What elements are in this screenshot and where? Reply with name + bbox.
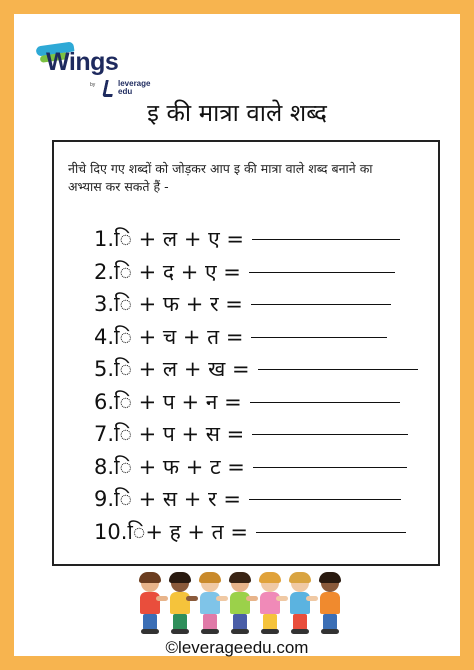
wings-logo (36, 40, 166, 102)
exercise-number: 2. (94, 259, 115, 284)
exercise-number: 4. (94, 324, 115, 349)
exercise-row-5 (94, 352, 418, 385)
exercise-row-6 (94, 385, 418, 418)
exercise-row-4 (94, 320, 418, 353)
exercise-expression: ि + द + ए = (114, 259, 241, 284)
child-figure (168, 574, 192, 636)
exercise-number: 6. (94, 389, 115, 414)
exercise-row-1 (94, 222, 418, 255)
answer-blank[interactable] (256, 531, 406, 533)
answer-blank[interactable] (249, 498, 401, 500)
exercise-expression: ि + स + र = (114, 487, 241, 511)
exercise-number: 3. (94, 292, 115, 316)
children-illustration (138, 574, 358, 636)
exercise-expression: ि + च + त = (114, 324, 244, 349)
child-figure (198, 574, 222, 636)
answer-blank[interactable] (249, 271, 395, 273)
exercise-expression: ि + फ + ट = (114, 454, 245, 479)
exercise-expression: ि + प + स = (114, 422, 245, 446)
answer-blank[interactable] (250, 401, 400, 403)
exercise-box (52, 140, 440, 566)
logo-by: by (90, 82, 96, 88)
answer-blank[interactable] (258, 368, 418, 370)
child-figure (318, 574, 342, 636)
exercise-number: 10. (94, 519, 128, 544)
exercise-number: 8. (94, 454, 115, 479)
child-figure (138, 574, 162, 636)
answer-blank[interactable] (251, 303, 391, 305)
leverage-logo-icon (102, 80, 116, 97)
exercise-row-8 (94, 450, 418, 483)
exercise-expression: ि + ल + ए = (114, 227, 244, 251)
exercise-list (94, 222, 418, 547)
exercise-row-3 (94, 287, 418, 320)
exercise-row-2 (94, 255, 418, 288)
footer-copyright: ©leverageedu.com (165, 638, 309, 657)
logo-subtitle: leverage edu (118, 79, 151, 96)
instructions-text: नीचे दिए गए शब्दों को जोड़कर आप इ की मात्रा वाले शब्द बनाने का अभ्यास कर सकते हैं - (68, 161, 373, 194)
answer-blank[interactable] (251, 336, 387, 338)
page-title: इ की मात्रा वाले शब्द (147, 99, 327, 127)
exercise-number: 5. (94, 357, 115, 381)
child-figure (258, 574, 282, 636)
exercise-expression: ि + फ + र = (114, 292, 243, 316)
child-figure (228, 574, 252, 636)
exercise-expression: ि + ल + ख = (114, 357, 250, 381)
answer-blank[interactable] (252, 238, 400, 240)
logo-wordmark: Wings (46, 48, 119, 76)
exercise-expression: ि+ ह + त = (127, 519, 248, 544)
exercise-number: 1. (94, 227, 115, 251)
exercise-expression: ि + प + न = (114, 389, 242, 414)
exercise-row-10 (94, 515, 418, 548)
answer-blank[interactable] (252, 433, 408, 435)
exercise-row-7 (94, 417, 418, 450)
exercise-number: 7. (94, 422, 115, 446)
exercise-number: 9. (94, 487, 115, 511)
child-figure (288, 574, 312, 636)
exercise-row-9 (94, 482, 418, 515)
answer-blank[interactable] (253, 466, 407, 468)
